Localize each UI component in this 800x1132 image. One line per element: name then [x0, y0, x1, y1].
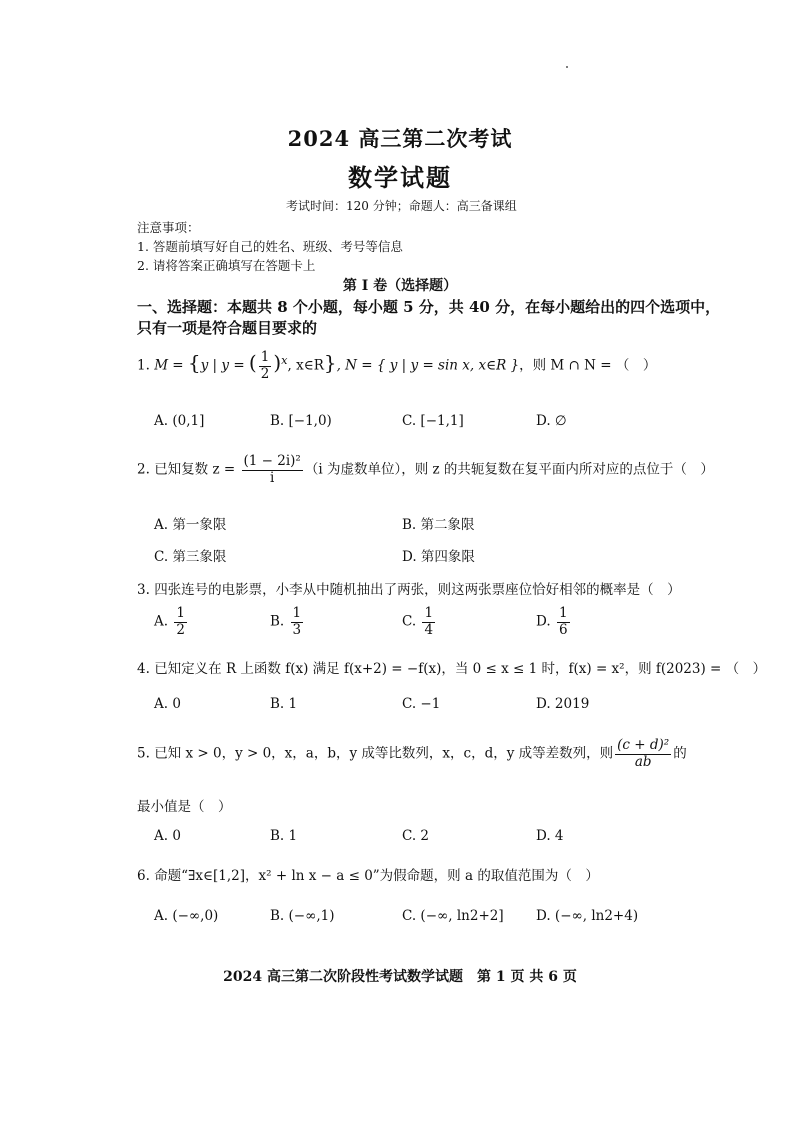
question-2	[137, 454, 714, 486]
option-c: C. −1	[402, 696, 441, 712]
question-number: 4.	[137, 661, 150, 677]
option-c: C. 第三象限	[154, 549, 227, 565]
option-a: A. $\frac{1}{2}$	[154, 605, 185, 638]
question-number: 1.	[137, 357, 150, 374]
option-d: D. ∅	[536, 413, 567, 429]
option-c: C. 2	[402, 828, 430, 844]
question-text: 已知定义在 R 上函数 f(x) 满足 f(x+2) = −f(x)，当 0 ≤ x ≤ 1 时，f(x) = x²，则 f(2023) = （ ）	[154, 661, 767, 677]
question-text: （i 为虚数单位），则 z 的共轭复数在复平面内所对应的点位于（ ）	[304, 461, 714, 478]
option-d: D. 2019	[536, 696, 590, 712]
complex-fraction: $\frac{\text{(1 − 2i)²}}{i}$	[243, 453, 301, 486]
exam-meta: 考试时间：120 分钟；命题人：高三备课组	[286, 199, 517, 213]
exam-title: 2024 高三第二次考试	[287, 126, 513, 151]
question-number: 3.	[137, 582, 150, 598]
option-b: B. 1	[270, 696, 298, 712]
set-n: , N = { y | y = sin x, x∈R }	[336, 357, 520, 374]
option-c: C. (−∞, ln2+2]	[402, 908, 504, 924]
option-d: D. 4	[536, 828, 564, 844]
question-prefix: 已知复数 z =	[154, 461, 240, 478]
instruction-line: 只有一项是符合题目要求的	[137, 319, 318, 337]
option-a: A. 0	[154, 828, 181, 844]
option-a: A. 第一象限	[154, 517, 227, 533]
question-4	[137, 657, 766, 677]
option-a: A. (−∞,0)	[154, 908, 219, 924]
question-6	[137, 864, 599, 884]
ratio-fraction: $\frac{\text{(c + d)²}}{ab}$	[617, 737, 670, 770]
option-c: C. [−1,1]	[402, 413, 464, 429]
option-d: D. (−∞, ln2+4)	[536, 908, 639, 924]
note-item: 2. 请将答案正确填写在答题卡上	[137, 258, 316, 273]
question-text: 已知 x > 0，y > 0，x，a，b，y 成等比数列，x，c，d，y 成等差数列，则	[154, 745, 614, 762]
set-m-label: M =	[154, 357, 188, 374]
subject-title: 数学试题	[348, 163, 452, 192]
option-b: B. 第二象限	[402, 517, 475, 533]
option-a: A. (0,1]	[154, 413, 205, 429]
page-footer: 2024 高三第二次阶段性考试数学试题 第 1 页 共 6 页	[223, 969, 577, 985]
question-text: 命题“∃x∈[1,2]，x² + ln x − a ≤ 0”为假命题，则 a 的取值范围为（ ）	[154, 868, 599, 884]
question-5-line2: 最小值是（ ）	[137, 799, 232, 815]
set-m-tail: , x∈R	[287, 357, 324, 374]
option-d: D. 第四象限	[402, 549, 475, 565]
scan-speck	[566, 66, 568, 68]
option-d: D. $\frac{1}{6}$	[536, 605, 568, 638]
exponent: x	[281, 354, 288, 368]
notes-heading: 注意事项：	[137, 220, 200, 235]
section-title: 第 I 卷（选择题）	[342, 278, 458, 294]
option-b: B. (−∞,1)	[270, 908, 335, 924]
question-number: 6.	[137, 868, 150, 884]
set-m-body: y | y =	[200, 357, 249, 374]
option-c: C. $\frac{1}{4}$	[402, 605, 434, 638]
option-b: B. 1	[270, 828, 298, 844]
instruction-line: 一、选择题：本题共 8 个小题，每小题 5 分，共 40 分，在每小题给出的四个选项中，	[137, 298, 721, 316]
question-1: 1. M = {y | y = ( $\frac{1}{2}$ )$^x$, x∈R}, N = { y | y = sin x, x∈R }，则 M ∩ N = （ ）	[137, 349, 657, 382]
question-number: 5.	[137, 745, 150, 762]
option-b: B. $\frac{1}{3}$	[270, 605, 302, 638]
question-tail: 的	[673, 745, 687, 762]
question-5	[137, 738, 687, 770]
question-ask: ，则 M ∩ N = （ ）	[519, 357, 657, 374]
question-text: 四张连号的电影票，小李从中随机抽出了两张，则这两张票座位恰好相邻的概率是（ ）	[154, 582, 681, 598]
base-fraction: $\frac{1}{2}$	[260, 349, 270, 382]
option-b: B. [−1,0)	[270, 413, 332, 429]
question-3	[137, 578, 681, 598]
question-number: 2.	[137, 461, 150, 478]
note-item: 1. 答题前填写好自己的姓名、班级、考号等信息	[137, 239, 403, 254]
option-a: A. 0	[154, 696, 181, 712]
